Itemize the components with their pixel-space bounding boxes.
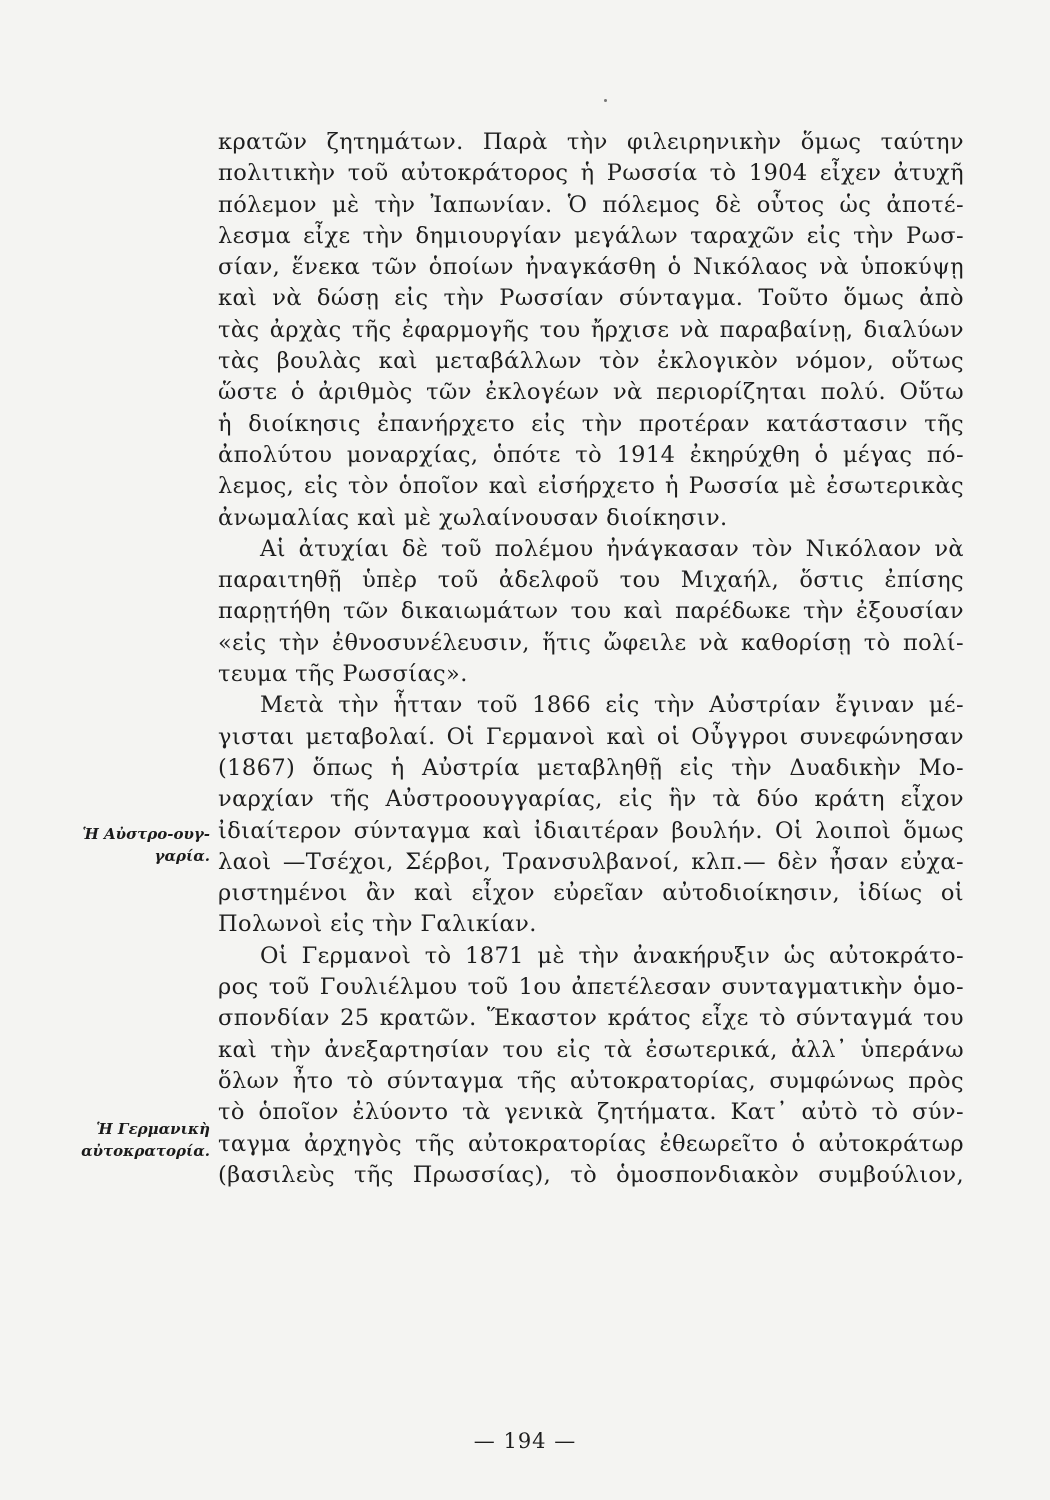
text-line: σίαν, ἕνεκα τῶν ὁποίων ἠναγκάσθη ὁ Νικόλαος νὰ ὑποκύψῃ bbox=[218, 254, 964, 281]
text-line: Πολωνοὶ εἰς τὴν Γαλικίαν. bbox=[218, 911, 537, 938]
text-line: (1867) ὅπως ἡ Αὐστρία μεταβληθῇ εἰς τὴν Δυαδικὴν Μο- bbox=[218, 754, 964, 781]
text-line: «εἰς τὴν ἐθνοσυνέλευσιν, ἥτις ὤφειλε νὰ καθορίσῃ τὸ πολί- bbox=[218, 629, 964, 656]
margin-note-line: Ἡ Γερμανικὴ bbox=[96, 1120, 210, 1138]
text-line: σπονδίαν 25 κρατῶν. Ἕκαστον κράτος εἶχε τὸ σύνταγμά του bbox=[218, 1005, 964, 1032]
text-line: πολιτικὴν τοῦ αὐτοκράτορος ἡ Ρωσσία τὸ 1904 εἶχεν ἀτυχῆ bbox=[218, 160, 964, 187]
margin-note-line: γαρία. bbox=[154, 847, 210, 865]
text-line: καὶ τὴν ἀνεξαρτησίαν του εἰς τὰ ἐσωτερικά, ἀλλ᾽ ὑπεράνω bbox=[218, 1036, 964, 1063]
text-line: Οἱ Γερμανοὶ τὸ 1871 μὲ τὴν ἀνακήρυξιν ὡς αὐτοκράτο- bbox=[260, 942, 964, 969]
text-line: τευμα τῆς Ρωσσίας». bbox=[218, 661, 468, 688]
text-line: λεσμα εἶχε τὴν δημιουργίαν μεγάλων ταραχῶν εἰς τὴν Ρωσ- bbox=[218, 222, 964, 249]
margin-note-line: Ἡ Αὐστρο-ουγ- bbox=[82, 825, 210, 843]
text-line: ὥστε ὁ ἀριθμὸς τῶν ἐκλογέων νὰ περιορίζηται πολύ. Οὕτω bbox=[218, 379, 964, 406]
speck-mark bbox=[604, 99, 607, 102]
text-line: ρος τοῦ Γουλιέλμου τοῦ 1ου ἀπετέλεσαν συνταγματικὴν ὁμο- bbox=[218, 974, 964, 1001]
text-line: γισται μεταβολαί. Οἱ Γερμανοὶ καὶ οἱ Οὖγγροι συνεφώνησαν bbox=[218, 723, 964, 750]
text-line: παραιτηθῇ ὑπὲρ τοῦ ἀδελφοῦ του Μιχαήλ, ὅστις ἐπίσης bbox=[218, 567, 964, 594]
margin-note-line: αὐτοκρατορία. bbox=[81, 1142, 210, 1160]
margin-note-austria-hungary bbox=[20, 823, 210, 867]
text-line: ριστημένοι ἂν καὶ εἶχον εὐρεῖαν αὐτοδιοίκησιν, ἰδίως οἱ bbox=[218, 880, 964, 907]
text-line: τὰς βουλὰς καὶ μεταβάλλων τὸν ἐκλογικὸν νόμον, οὕτως bbox=[218, 348, 964, 375]
text-line: ἀπολύτου μοναρχίας, ὁπότε τὸ 1914 ἐκηρύχθη ὁ μέγας πό- bbox=[218, 441, 964, 468]
text-line: καὶ νὰ δώσῃ εἰς τὴν Ρωσσίαν σύνταγμα. Τοῦτο ὅμως ἀπὸ bbox=[218, 285, 964, 312]
text-line: Μετὰ τὴν ἧτταν τοῦ 1866 εἰς τὴν Αὐστρίαν ἔγιναν μέ- bbox=[260, 692, 964, 719]
margin-note-german-empire bbox=[20, 1118, 210, 1162]
text-line: πόλεμον μὲ τὴν Ἰαπωνίαν. Ὁ πόλεμος δὲ οὗτος ὡς ἀποτέ- bbox=[218, 191, 964, 218]
text-line: ἀνωμαλίας καὶ μὲ χωλαίνουσαν διοίκησιν. bbox=[218, 504, 728, 531]
text-line: ναρχίαν τῆς Αὐστροουγγαρίας, εἰς ἣν τὰ δύο κράτη εἶχον bbox=[218, 786, 964, 813]
text-line: ὅλων ἦτο τὸ σύνταγμα τῆς αὐτοκρατορίας, συμφώνως πρὸς bbox=[218, 1067, 964, 1094]
text-line: τὸ ὁποῖον ἐλύοντο τὰ γενικὰ ζητήματα. Κατ᾽ αὐτὸ τὸ σύν- bbox=[218, 1099, 964, 1126]
text-line: τὰς ἀρχὰς τῆς ἐφαρμογῆς του ἤρχισε νὰ παραβαίνῃ, διαλύων bbox=[218, 316, 964, 343]
text-line: κρατῶν ζητημάτων. Παρὰ τὴν φιλειρηνικὴν ὅμως ταύτην bbox=[218, 129, 964, 155]
text-line: ἡ διοίκησις ἐπανήρχετο εἰς τὴν προτέραν κατάστασιν τῆς bbox=[218, 410, 964, 437]
text-line: ταγμα ἀρχηγὸς τῆς αὐτοκρατορίας ἐθεωρεῖτο ὁ αὐτοκράτωρ bbox=[218, 1130, 964, 1157]
main-text bbox=[218, 127, 964, 1191]
text-line: λαοὶ —Τσέχοι, Σέρβοι, Τρανσυλβανοί, κλπ.— δὲν ἦσαν εὐχα- bbox=[218, 848, 964, 875]
text-line: λεμος, εἰς τὸν ὁποῖον καὶ εἰσήρχετο ἡ Ρωσσία μὲ ἐσωτερικὰς bbox=[218, 473, 964, 500]
text-line: (βασιλεὺς τῆς Πρωσσίας), τὸ ὁμοσπονδιακὸν συμβούλιον, bbox=[218, 1161, 964, 1188]
page-number: — 194 — bbox=[473, 1429, 577, 1453]
text-line: Αἱ ἀτυχίαι δὲ τοῦ πολέμου ἠνάγκασαν τὸν Νικόλαον νὰ bbox=[260, 535, 964, 562]
text-line: ἰδιαίτερον σύνταγμα καὶ ἰδιαιτέραν βουλήν. Οἱ λοιποὶ ὅμως bbox=[218, 817, 964, 844]
text-line: παρῃτήθη τῶν δικαιωμάτων του καὶ παρέδωκε τὴν ἐξουσίαν bbox=[218, 598, 964, 625]
